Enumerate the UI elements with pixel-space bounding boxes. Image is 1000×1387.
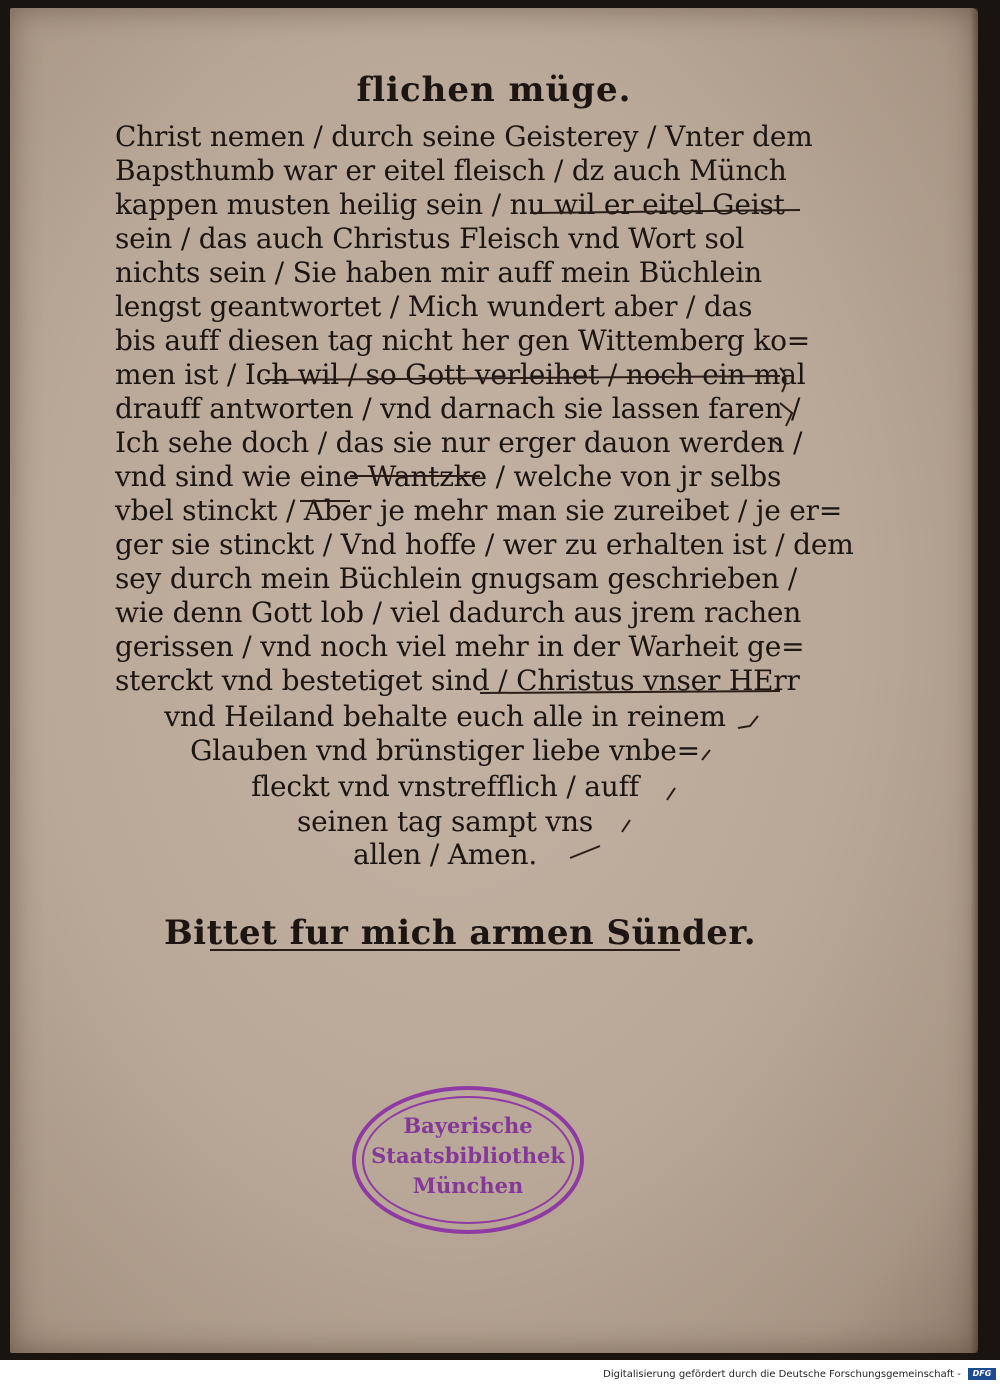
text-line-16: gerissen / vnd noch viel mehr in der Warheit ge= (115, 630, 805, 663)
centered-line-2: Glauben vnd brünstiger liebe vnbe= (190, 734, 700, 767)
library-stamp (352, 1086, 584, 1234)
text-line-11: vnd sind wie eine Wantzke / welche von jr selbs (115, 460, 782, 493)
text-line-12: vbel stinckt / Aber je mehr man sie zureibet / je er= (115, 494, 843, 527)
text-line-15: wie denn Gott lob / viel dadurch aus jrem rachen (115, 596, 802, 629)
centered-line-5: allen / Amen. (352, 838, 538, 871)
centered-line-3: fleckt vnd vnstrefflich / auff (251, 770, 639, 803)
centered-line-4: seinen tag sampt vns (296, 805, 594, 838)
text-line-5: nichts sein / Sie haben mir auff mein Büchlein (115, 256, 762, 289)
footer-text: Digitalisierung gefördert durch die Deutsche Forschungsgemeinschaft - (603, 1369, 961, 1380)
stamp-line-1: Bayerische (403, 1113, 533, 1138)
funding-footer (0, 1368, 996, 1386)
text-line-9: drauff antworten / vnd darnach sie lassen faren / (115, 392, 801, 425)
text-line-13: ger sie stinckt / Vnd hoffe / wer zu erhalten ist / dem (115, 528, 854, 561)
centered-line-1: vnd Heiland behalte euch alle in reinem (164, 700, 726, 733)
dfg-logo-icon: DFG (968, 1368, 996, 1380)
text-line-14: sey durch mein Büchlein gnugsam geschrieben / (115, 562, 798, 595)
catchline: flichen müge. (356, 70, 632, 110)
closing-line: Bittet fur mich armen Sünder. (163, 913, 757, 953)
text-line-6: lengst geantwortet / Mich wundert aber / das (115, 290, 753, 323)
stamp-line-2: Staatsbibliothek (371, 1143, 565, 1168)
stamp-line-3: München (412, 1173, 524, 1198)
text-line-2: Bapsthumb war er eitel fleisch / dz auch Münch (115, 154, 787, 187)
text-line-7: bis auff diesen tag nicht her gen Wittemberg ko= (115, 324, 811, 357)
text-line-10: Ich sehe doch / das sie nur erger dauon werden / (115, 426, 803, 459)
text-line-3: kappen musten heilig sein / nu wil er eitel Geist (115, 188, 785, 221)
text-line-8: men ist / Ich wil / so Gott verleihet / noch ein mal (115, 358, 806, 391)
book-page (10, 8, 978, 1353)
text-line-1: Christ nemen / durch seine Geisterey / Vnter dem (115, 120, 813, 153)
text-line-4: sein / das auch Christus Fleisch vnd Wort sol (115, 222, 745, 255)
text-line-17: sterckt vnd bestetiget sind / Christus vnser HErr (115, 664, 800, 697)
